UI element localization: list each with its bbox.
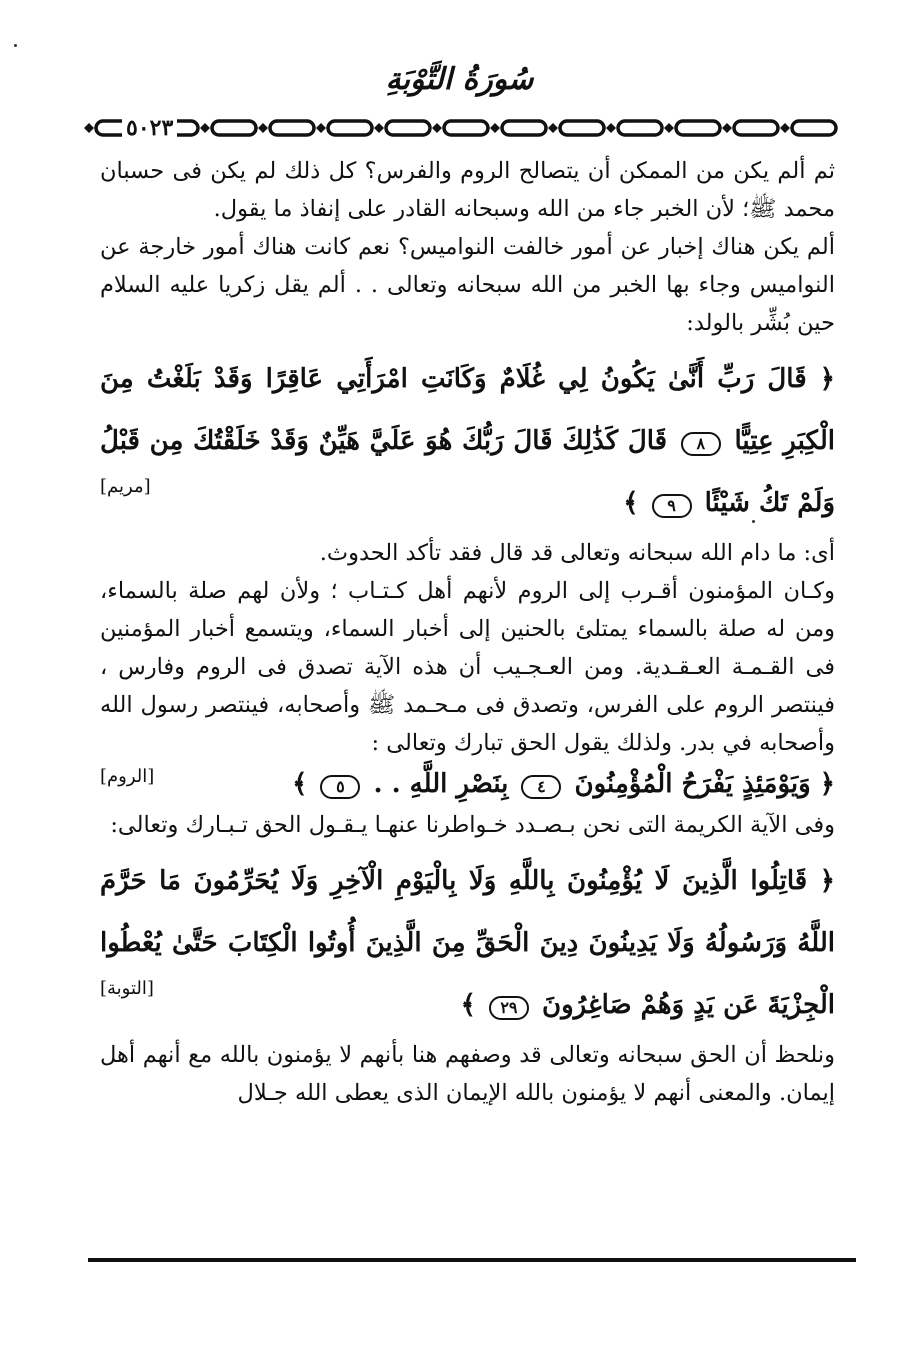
ayah-number: ٢٩ bbox=[489, 996, 529, 1020]
paragraph: ألم يكن هناك إخبار عن أمور خالفت النواميس؟ نعم كانت هناك أمور خارجة عن النواميس وجاء بها الخبر من الله سبحانه وتعالى . . ألم يقل زكريا عليه السلام حين بُشِّر بالولد: bbox=[100, 234, 835, 336]
paragraph: ثم ألم يكن من الممكن أن يتصالح الروم والفرس؟ كل ذلك لم يكن فى حسبان محمد ﷺ؛ لأن الخبر جاء من الله وسبحانه القادر على إنفاذ ما يقول. bbox=[100, 158, 835, 222]
verse-source: [الروم] bbox=[100, 766, 155, 787]
chain-diamond bbox=[606, 123, 616, 133]
chain-link bbox=[502, 121, 546, 135]
chain-link bbox=[792, 121, 836, 135]
verse-text: وَيَوْمَئِذٍ يَفْرَحُ الْمُؤْمِنُونَ bbox=[574, 769, 811, 799]
verse-source: [التوبة] bbox=[100, 978, 154, 999]
chain-link bbox=[734, 121, 778, 135]
surah-title: سُورَةُ التَّوْبَةِ bbox=[385, 62, 534, 97]
chain-link bbox=[618, 121, 662, 135]
verse-close-bracket: ﴾ bbox=[292, 769, 308, 799]
quran-verse bbox=[100, 348, 835, 534]
paragraph: ونلحظ أن الحق سبحانه وتعالى قد وصفهم هنا بأنهم لا يؤمنون بالله مع أنهم أهل إيمان. والمعنى أنهم لا يؤمنون بالله الإيمان الذى يعطى الله جـلال bbox=[100, 1042, 835, 1106]
verse-text: قَالَ كَذَٰلِكَ قَالَ رَبُّكَ هُوَ عَلَيَّ هَيِّنٌ وَقَدْ خَلَقْتُكَ مِن قَبْلُ وَلَمْ تَكُ شَيْئًا bbox=[100, 426, 835, 518]
chain-diamond bbox=[548, 123, 558, 133]
chain-link bbox=[270, 121, 314, 135]
chain-diamond bbox=[200, 123, 210, 133]
verse-open-bracket: ﴿ bbox=[819, 866, 835, 896]
ayah-number: ٤ bbox=[521, 775, 561, 799]
verse-text: قَالَ رَبِّ أَنَّىٰ يَكُونُ لِي غُلَامٌ وَكَانَتِ امْرَأَتِي عَاقِرًا وَقَدْ بَلَغْتُ مِنَ الْكِبَرِ عِتِيًّا bbox=[100, 364, 835, 456]
verse-open-bracket: ﴿ bbox=[819, 769, 835, 799]
chain-link bbox=[676, 121, 720, 135]
scan-speck bbox=[14, 44, 17, 47]
verse-source: [مريم] bbox=[100, 476, 151, 497]
ayah-number: ٥ bbox=[320, 775, 360, 799]
chain-diamond bbox=[490, 123, 500, 133]
paragraph: وكـان المؤمنون أقـرب إلى الروم لأنهم أهل كـتـاب ؛ ولأن لهم صلة بالسماء، ومن له صلة بالسماء يمتلئ بالحنين إلى أخبار السماء، ويتسمع أخبار المؤمنين فى القـمـة العـقـدية. ومن العـجـيب أن هذه الآية تصدق فى الروم وفارس ، فينتصر الروم على الفرس، وتصدق فى مـحـمد ﷺ وأصحابه، فينتصر رسول الله وأصحابه في بدر. ولذلك يقول الحق تبارك وتعالى : bbox=[100, 578, 835, 756]
chain-diamond bbox=[722, 123, 732, 133]
page-body bbox=[100, 152, 835, 1112]
chain-diamond bbox=[84, 123, 94, 133]
page-number: ٥٠٢٣ bbox=[122, 114, 177, 142]
chain-diamond bbox=[664, 123, 674, 133]
chain-diamond bbox=[258, 123, 268, 133]
chain-link bbox=[560, 121, 604, 135]
chain-link bbox=[444, 121, 488, 135]
quran-verse bbox=[100, 762, 835, 806]
ayah-number: ٨ bbox=[681, 432, 721, 456]
chain-diamond bbox=[316, 123, 326, 133]
chain-diamond bbox=[780, 123, 790, 133]
chain-diamond bbox=[374, 123, 384, 133]
verse-open-bracket: ﴿ bbox=[819, 364, 835, 394]
quran-verse bbox=[100, 850, 835, 1036]
chain-diamond bbox=[432, 123, 442, 133]
chain-link bbox=[328, 121, 372, 135]
verse-text: بِنَصْرِ اللَّهِ . . bbox=[373, 769, 509, 799]
chain-link bbox=[212, 121, 256, 135]
verse-close-bracket: ﴾ bbox=[460, 990, 476, 1020]
chain-ornament bbox=[78, 114, 840, 142]
verse-text: قَاتِلُوا الَّذِينَ لَا يُؤْمِنُونَ بِاللَّهِ وَلَا بِالْيَوْمِ الْآخِرِ وَلَا يُحَرِّمُونَ مَا حَرَّمَ اللَّهُ وَرَسُولُهُ وَلَا يَدِينُونَ دِينَ الْحَقِّ مِنَ الَّذِينَ أُوتُوا الْكِتَابَ حَتَّىٰ يُعْطُوا الْجِزْيَةَ عَن يَدٍ وَهُمْ صَاغِرُونَ bbox=[100, 866, 835, 1020]
ayah-number: ٩ bbox=[652, 494, 692, 518]
paragraph: أى: ما دام الله سبحانه وتعالى قد قال فقد تأكد الحدوث. bbox=[319, 540, 835, 566]
ornamental-border bbox=[78, 114, 840, 142]
paragraph: وفى الآية الكريمة التى نحن بـصـدد خـواطرنا عنهـا يـقـول الحق تـبـارك وتعالى: bbox=[110, 812, 835, 838]
verse-close-bracket: ﴾ bbox=[623, 488, 639, 518]
footer-rule bbox=[88, 1258, 856, 1262]
chain-link bbox=[386, 121, 430, 135]
